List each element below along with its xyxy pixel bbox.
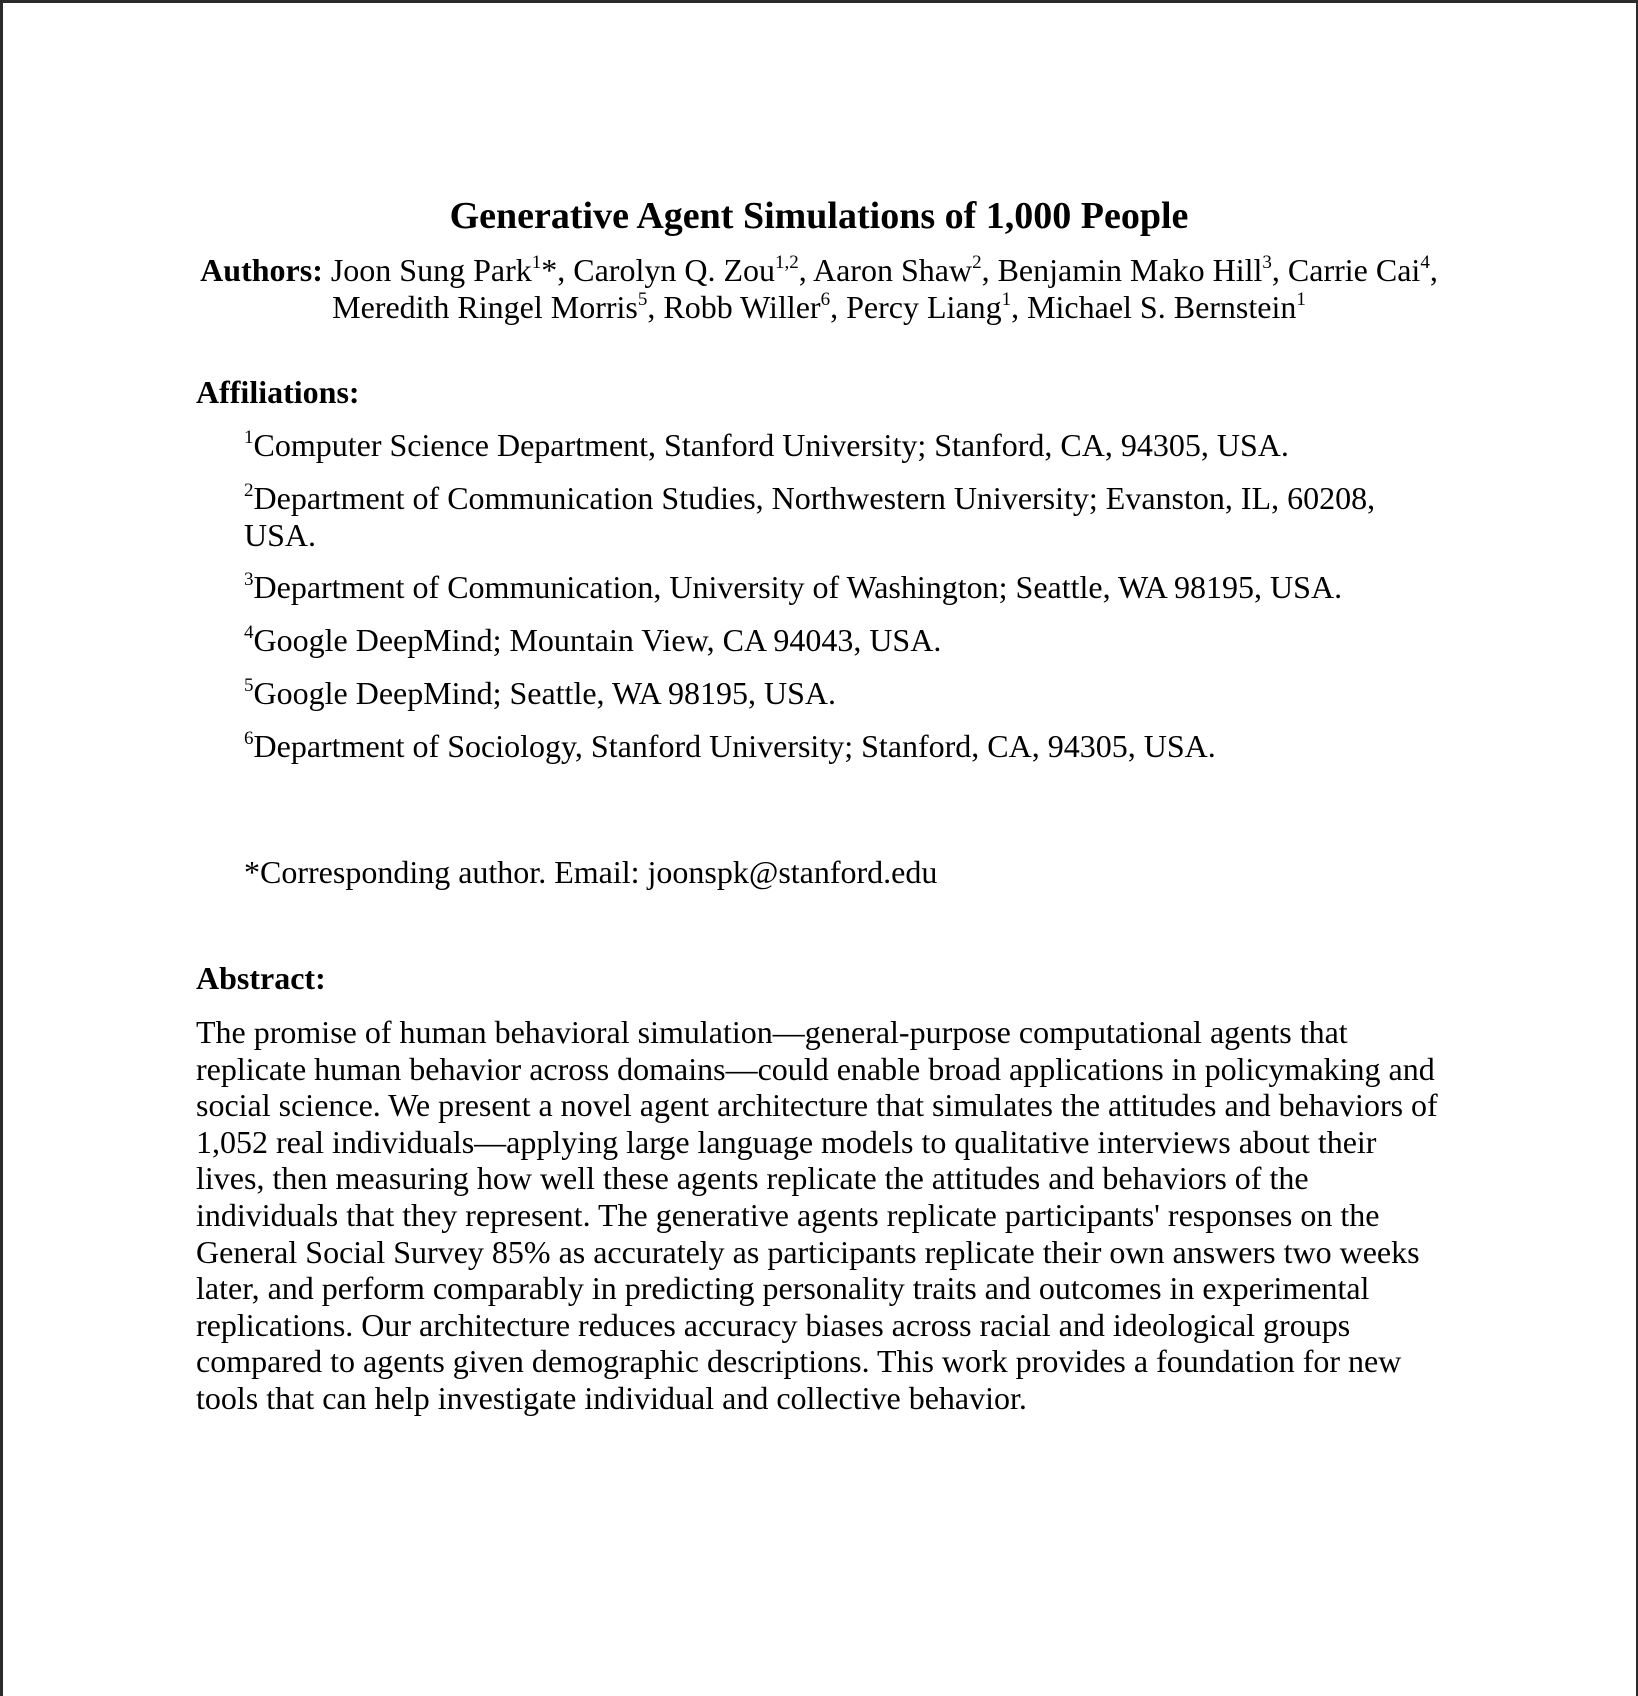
affiliations-heading: Affiliations: (196, 374, 360, 410)
affiliation-item (244, 480, 1434, 554)
author-affiliation-marker: 1 (1296, 289, 1306, 310)
author-affiliation-marker: 1 (531, 252, 542, 273)
author-list (140, 252, 1498, 326)
affiliation-item (244, 622, 1434, 659)
affiliation-text: Department of Sociology, Stanford University; Stanford, CA, 94305, USA. (253, 728, 1216, 764)
author (663, 289, 846, 325)
affiliation-number: 3 (244, 569, 254, 590)
author-name: Joon Sung Park (330, 252, 532, 288)
abstract-line: The promise of human behavioral simulation—general-purpose computational agents that (196, 1014, 1348, 1050)
author-affiliation-marker: 2 (972, 252, 982, 273)
affiliation-number: 5 (244, 675, 254, 696)
author-separator: , (981, 252, 998, 288)
abstract-line: individuals that they represent. The generative agents replicate participants' responses on the (196, 1196, 1380, 1233)
abstract-line: replications. Our architecture reduces accuracy biases across racial and ideological groups (196, 1306, 1351, 1343)
author (573, 252, 813, 288)
author-separator: , (647, 289, 664, 325)
affiliation-number: 4 (244, 622, 254, 643)
author (1027, 289, 1306, 325)
author-separator: , (1429, 252, 1438, 288)
abstract-line: compared to agents given demographic descriptions. This work provides a foundation for new (196, 1343, 1402, 1380)
affiliation-text: Department of Communication, University of Washington; Seattle, WA 98195, USA. (253, 569, 1343, 605)
abstract-line: 1,052 real individuals—applying large language models to qualitative interviews about their (196, 1123, 1377, 1160)
abstract-line: later, and perform comparably in predicting personality traits and outcomes in experimental (196, 1270, 1370, 1307)
affiliation-item (244, 427, 1434, 464)
paper-title: Generative Agent Simulations of 1,000 People (449, 195, 1189, 237)
author-separator: , (1011, 289, 1028, 325)
abstract-line: lives, then measuring how well these agents replicate the attitudes and behaviors of the (196, 1160, 1309, 1197)
affiliation-text: Department of Communication Studies, Northwestern University; Evanston, IL, 60208, USA. (244, 480, 1376, 553)
author-affiliation-marker: 4 (1420, 252, 1430, 273)
author-affiliation-marker: 6 (820, 289, 831, 310)
author (331, 252, 573, 288)
author-separator: , (830, 289, 847, 325)
author-name: Carolyn Q. Zou (573, 252, 775, 288)
author (998, 252, 1288, 288)
author-affiliation-marker: 1 (1001, 289, 1012, 310)
affiliation-text: Google DeepMind; Seattle, WA 98195, USA. (253, 675, 836, 711)
author-separator: , (798, 252, 813, 288)
corresponding-author-note: *Corresponding author. Email: joonspk@stanford.edu (244, 854, 938, 890)
affiliation-number: 6 (244, 728, 254, 749)
author (332, 289, 663, 325)
author-affiliation-marker: 1,2 (775, 252, 799, 273)
author (846, 289, 1027, 325)
author-name: Meredith Ringel Morris (332, 289, 638, 325)
author-name: Michael S. Bernstein (1027, 289, 1297, 325)
author-separator: , (1271, 252, 1288, 288)
affiliation-item (244, 675, 1434, 712)
author-name: Percy Liang (846, 289, 1002, 325)
abstract-line: social science. We present a novel agent architecture that simulates the attitudes and behaviors of (196, 1087, 1438, 1124)
author (813, 252, 998, 288)
affiliation-text: Google DeepMind; Mountain View, CA 94043, USA. (253, 622, 942, 658)
author-name: Aaron Shaw (812, 252, 973, 288)
abstract-line: General Social Survey 85% as accurately as participants replicate their own answers two weeks (196, 1233, 1420, 1270)
affiliation-text: Computer Science Department, Stanford University; Stanford, CA, 94305, USA. (253, 427, 1289, 463)
affiliation-item (244, 728, 1434, 765)
author-name: Robb Willer (663, 289, 821, 325)
author-separator: , (557, 252, 574, 288)
corresponding-marker: * (541, 252, 558, 288)
author-affiliation-marker: 5 (637, 289, 648, 310)
author-name: Carrie Cai (1287, 252, 1421, 288)
author (1288, 252, 1438, 288)
affiliation-number: 2 (244, 480, 254, 501)
abstract-line: replicate human behavior across domains—could enable broad applications in policymaking and (196, 1050, 1435, 1087)
abstract-heading: Abstract: (196, 960, 326, 996)
author-name: Benjamin Mako Hill (997, 252, 1263, 288)
abstract-body (196, 1014, 1446, 1417)
author-affiliation-marker: 3 (1262, 252, 1272, 273)
authors-label: Authors: (200, 252, 323, 288)
affiliation-item (244, 569, 1434, 606)
abstract-line: tools that can help investigate individual and collective behavior. (196, 1379, 1027, 1416)
affiliation-number: 1 (244, 427, 254, 448)
